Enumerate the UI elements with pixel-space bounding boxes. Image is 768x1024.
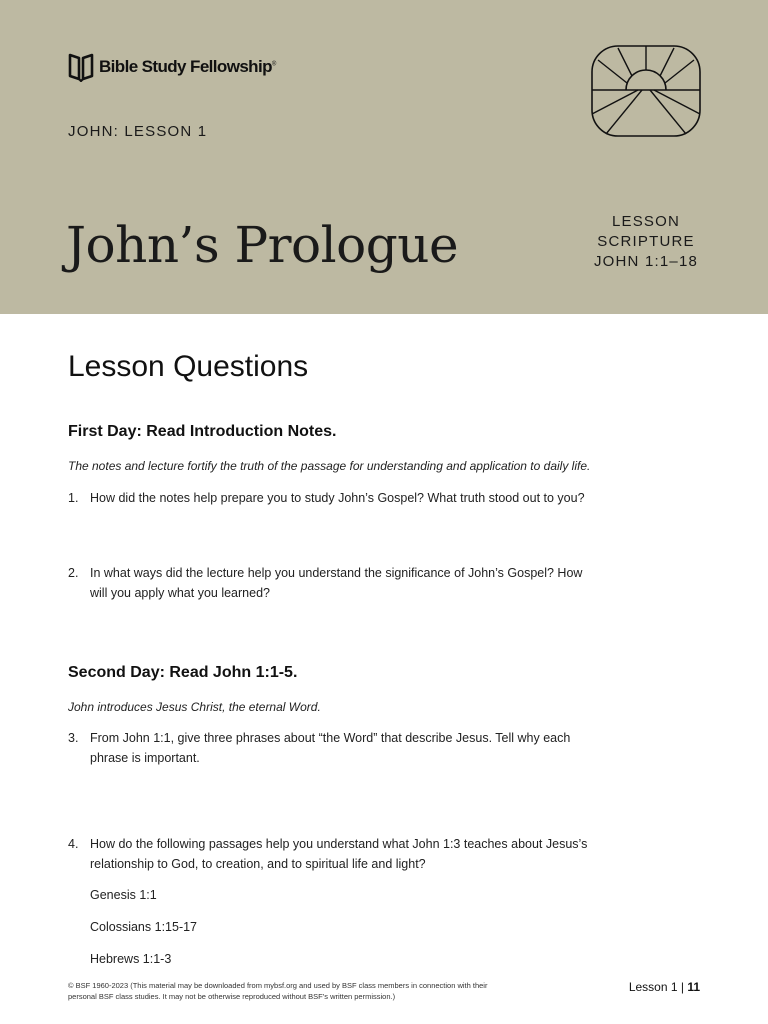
open-book-icon — [68, 52, 94, 82]
question-4 — [68, 834, 588, 874]
question-text: In what ways did the lecture help you understand the significance of John’s Gospel? How will you apply what you learned? — [90, 566, 583, 600]
page-indicator — [629, 980, 700, 994]
page-prefix: Lesson 1 | — [628, 980, 688, 994]
question-2 — [68, 563, 588, 603]
question-number: 3. — [68, 731, 79, 745]
question-number: 1. — [68, 491, 79, 505]
reference-hebrews: Hebrews 1:1-3 — [90, 952, 172, 966]
question-3 — [68, 728, 588, 768]
content-heading-wrap — [68, 350, 708, 384]
reference-genesis: Genesis 1:1 — [90, 888, 157, 902]
bsf-logo — [68, 52, 276, 82]
page-heading: Lesson Questions — [68, 350, 309, 383]
question-text: From John 1:1, give three phrases about “the Word” that describe Jesus. Tell why each phrase is important. — [90, 731, 571, 765]
logo-text: Bible Study Fellowship® — [99, 57, 276, 76]
scripture-reference: JOHN 1:1–18 — [593, 253, 699, 270]
reference-colossians: Colossians 1:15-17 — [90, 920, 198, 934]
lesson-scripture — [578, 212, 714, 272]
copyright-notice: © BSF 1960-2023 (This material may be downloaded from mybsf.org and used by BSF class members in connection with their personal BSF class studies. It may not be otherwise reproduced without BSF’s written permission.) — [68, 981, 488, 1001]
lesson-title: John’s Prologue — [66, 216, 459, 274]
question-text: How do the following passages help you understand what John 1:3 teaches about Jesus’s relationship to God, to creation, and to spiritual life and light? — [90, 837, 588, 871]
scripture-label-line1: LESSON — [611, 213, 681, 230]
scripture-label-line2: SCRIPTURE — [597, 233, 695, 250]
second-day-intro: John introduces Jesus Christ, the eternal Word. — [68, 700, 321, 714]
page-number: 11 — [687, 980, 700, 994]
second-day-title: Second Day: Read John 1:1-5. — [68, 664, 298, 681]
lesson-label: JOHN: LESSON 1 — [68, 123, 208, 140]
question-number: 4. — [68, 837, 79, 851]
first-day-title: First Day: Read Introduction Notes. — [68, 423, 337, 440]
header-banner — [0, 0, 768, 314]
question-number: 2. — [68, 566, 79, 580]
sunrise-emblem-icon — [590, 44, 702, 138]
question-text: How did the notes help prepare you to study John’s Gospel? What truth stood out to you? — [90, 491, 585, 505]
question-1 — [68, 488, 588, 508]
first-day-intro: The notes and lecture fortify the truth of the passage for understanding and application to daily life. — [68, 459, 591, 473]
